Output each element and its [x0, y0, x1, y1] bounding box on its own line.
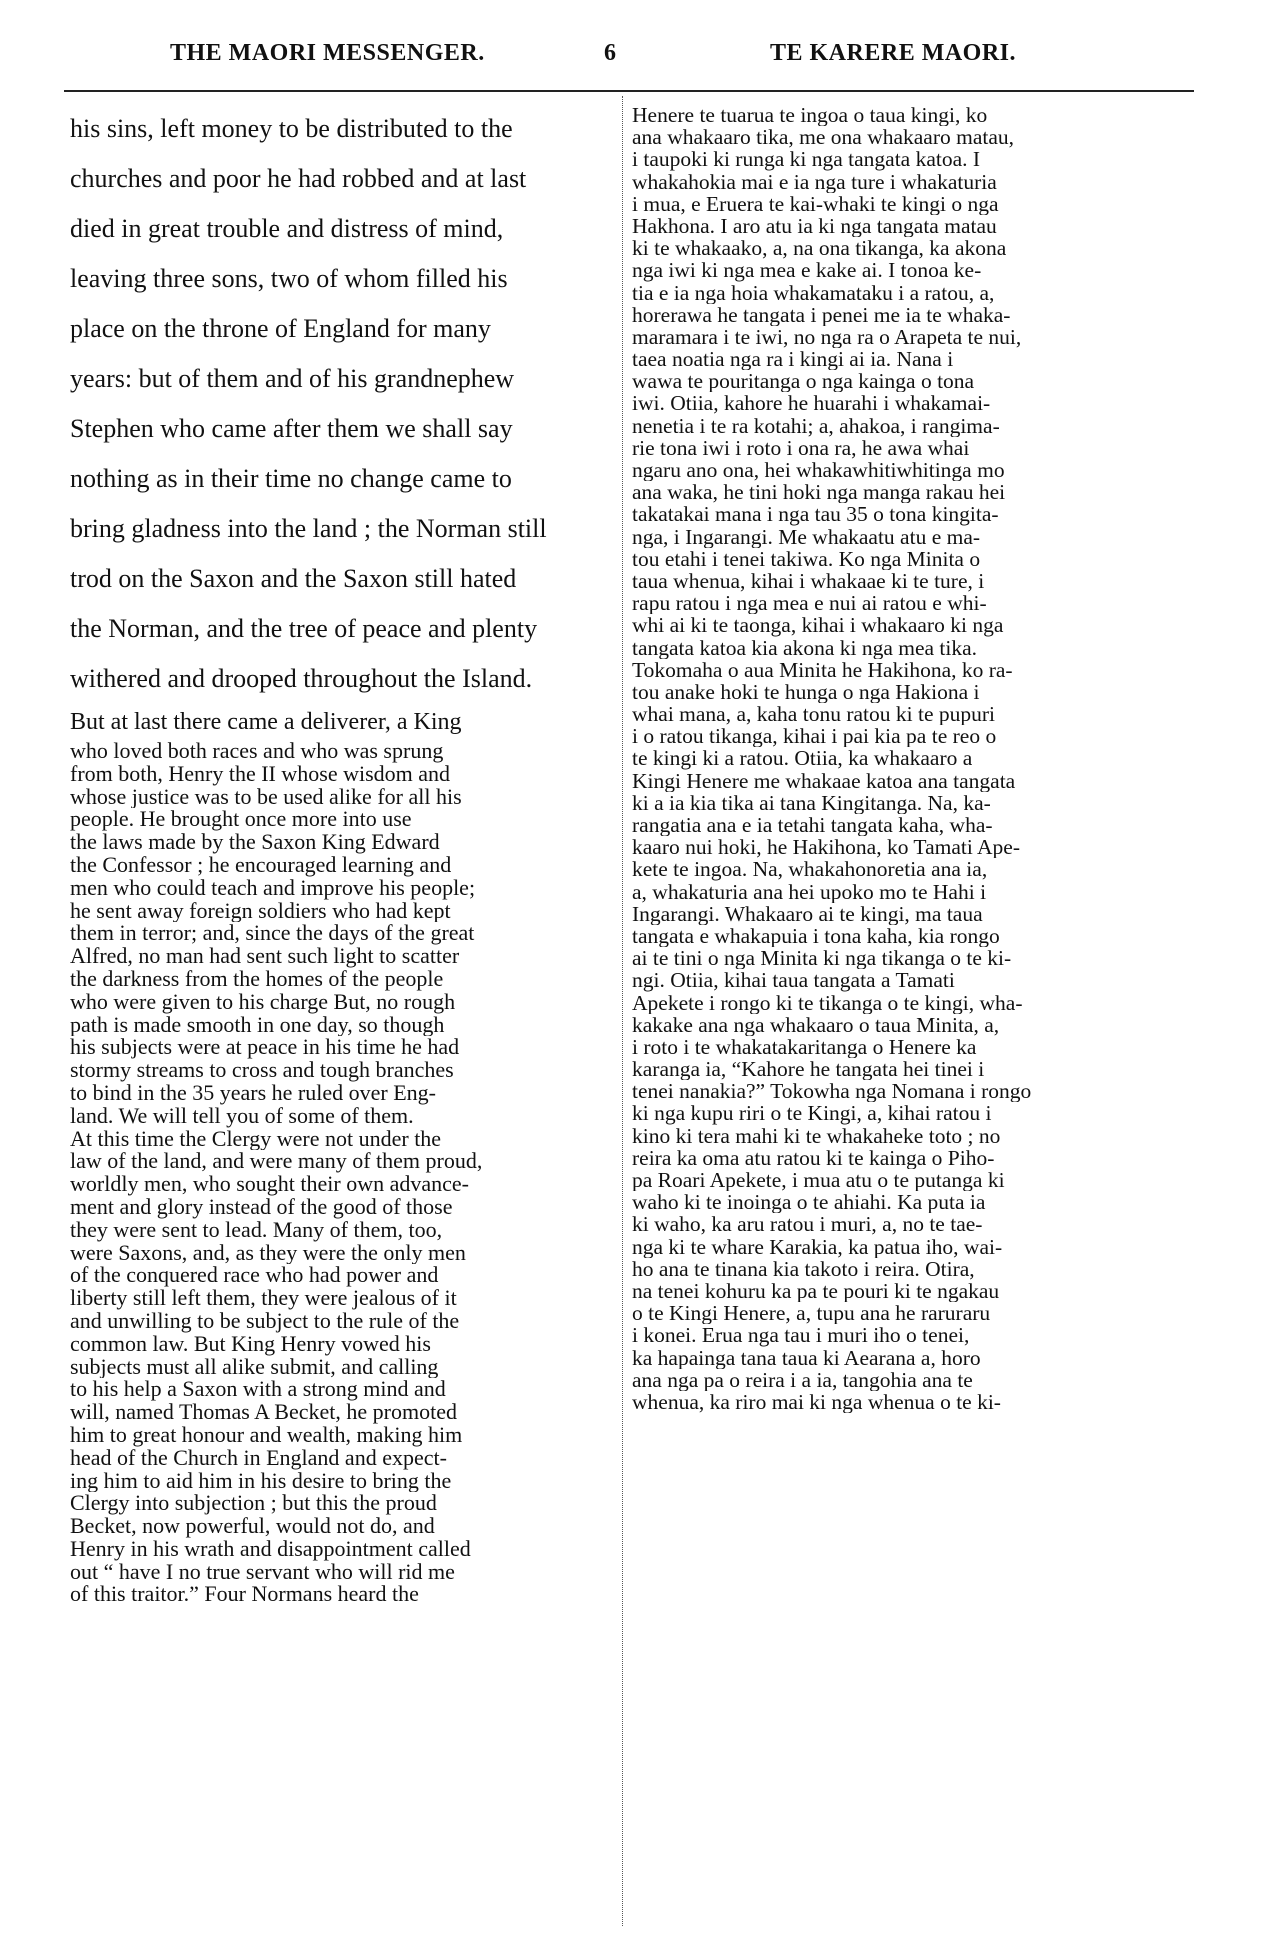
text-line: maramara i te iwi, no nga ra o Arapeta te nui, [632, 325, 1022, 349]
text-line: tangata katoa kia akona ki nga mea tika. [632, 636, 978, 659]
text-line: churches and poor he had robbed and at last [70, 164, 527, 193]
page-number: 6 [604, 40, 617, 66]
text-line: Apekete i rongo ki te tikanga o te kingi, wha- [632, 991, 1023, 1014]
text-line: tia e ia nga hoia whakamataku i a ratou, a, [632, 281, 995, 304]
text-line: subjects must all alike submit, and calling [70, 1355, 439, 1379]
text-line: tou anake hoki te hunga o nga Hakiona i [632, 680, 980, 704]
text-line: wawa te pouritanga o nga kainga o tona [632, 370, 975, 393]
text-line: iwi. Otiia, kahore he huarahi i whakamai- [632, 392, 991, 415]
text-line: ana waka, he tini hoki nga manga rakau hei [632, 481, 1006, 504]
text-line: whenua, ka riro mai ki nga whenua o te ki- [632, 1390, 1001, 1414]
text-line: men who could teach and improve his people; [70, 876, 476, 900]
text-line: trod on the Saxon and the Saxon still hated [70, 564, 517, 593]
english-column [70, 104, 610, 1606]
text-line: Tokomaha o aua Minita he Hakihona, ko ra- [632, 658, 1013, 681]
text-line: common law. But King Henry vowed his [70, 1332, 431, 1356]
text-line: tangata e whakapuia i tona kaha, kia rongo [632, 924, 1000, 948]
text-line: i taupoki ki runga ki nga tangata katoa. I [632, 148, 981, 171]
text-line: kete te ingoa. Na, whakahonoretia ana ia, [632, 858, 988, 881]
text-line: i roto i te whakatakaritanga o Henere ka [632, 1035, 977, 1059]
text-line: worldly men, who sought their own advance- [70, 1173, 469, 1196]
text-line: people. He brought once more into use [70, 808, 412, 832]
text-line: liberty still left them, they were jealous of it [70, 1287, 457, 1310]
text-line: ki waho, ka aru ratou i muri, a, no te tae- [632, 1213, 983, 1236]
text-line: rie tona iwi i roto i ona ra, he awa whai [632, 436, 970, 459]
text-line: head of the Church in England and expect- [70, 1446, 447, 1470]
text-line: ki nga kupu riri o te Kingi, a, kihai ratou i [632, 1102, 992, 1125]
text-line: him to great honour and wealth, making him [70, 1423, 463, 1447]
text-line: from both, Henry the II whose wisdom and [70, 762, 451, 786]
text-line: will, named Thomas A Becket, he promoted [70, 1401, 457, 1424]
text-line: At this time the Clergy were not under the [70, 1127, 442, 1151]
text-line: rangatia ana e ia tetahi tangata kaha, wha- [632, 814, 993, 837]
text-line: horerawa he tangata i penei me ia te whaka- [632, 303, 1011, 326]
text-line: Henry in his wrath and disappointment called [70, 1537, 471, 1561]
text-line: out “ have I no true servant who will rid me [70, 1560, 455, 1584]
text-line: Ingarangi. Whakaaro ai te kingi, ma taua [632, 902, 983, 925]
text-line: of this traitor.” Four Normans heard the [70, 1583, 419, 1607]
text-line: the darkness from the homes of the people [70, 967, 444, 991]
text-line: tou etahi i tenei takiwa. Ko nga Minita o [632, 547, 981, 570]
text-line: ngaru ano ona, hei whakawhitiwhitinga mo [632, 459, 1005, 482]
text-line: But at last there came a deliverer, a King [70, 709, 462, 735]
text-line: place on the throne of England for many [70, 314, 491, 343]
text-line: te kingi ki a ratou. Otiia, ka whakaaro a [632, 747, 973, 770]
text-line: his sins, left money to be distributed to the [70, 114, 513, 143]
text-line: law of the land, and were many of them proud, [70, 1150, 483, 1174]
text-line: i o ratou tikanga, kihai i pai kia pa te reo o [632, 725, 997, 748]
text-line: ai te tini o nga Minita ki nga tikanga o te ki- [632, 947, 1012, 970]
text-line: nothing as in their time no change came to [70, 464, 512, 493]
text-line: Kingi Henere me whakaae katoa ana tangata [632, 769, 1016, 792]
maori-column [632, 104, 1194, 1413]
text-line: Henere te tuarua te ingoa o taua kingi, ko [632, 104, 988, 127]
text-line: to his help a Saxon with a strong mind and [70, 1378, 446, 1402]
text-line: ki te whakaako, a, na ona tikanga, ka akona [632, 237, 1007, 260]
text-line: ana whakaaro tika, me ona whakaaro matau, [632, 126, 1015, 149]
text-line: kino ki tera mahi ki te whakaheke toto ; no [632, 1124, 1001, 1147]
maori-title: TE KARERE MAORI. [770, 40, 1017, 66]
text-line: taua whenua, kihai i whakaae ki te ture, i [632, 569, 985, 593]
text-line: tenei nanakia?” Tokowha nga Nomana i rongo [632, 1080, 1032, 1103]
text-line: whai mana, a, kaha tonu ratou ki te pupuri [632, 703, 996, 726]
text-line: ment and glory instead of the good of those [70, 1195, 453, 1219]
text-line: nga ki te whare Karakia, ka patua iho, wai- [632, 1235, 1003, 1258]
text-line: Becket, now powerful, would not do, and [70, 1515, 435, 1538]
text-line: taea noatia nga ra i kingi ai ia. Nana i [632, 348, 954, 371]
text-line: he sent away foreign soldiers who had kept [70, 899, 451, 923]
text-line: whose justice was to be used alike for all his [70, 785, 462, 809]
text-line: they were sent to lead. Many of them, too, [70, 1218, 443, 1242]
text-line: were Saxons, and, as they were the only men [70, 1241, 466, 1265]
text-line: ki a ia kia tika ai tana Kingitanga. Na, ka- [632, 791, 991, 814]
english-title: THE MAORI MESSENGER. [170, 40, 485, 66]
text-line: ana nga pa o reira i a ia, tangohia ana te [632, 1368, 973, 1391]
text-line: Alfred, no man had sent such light to scatter [70, 945, 460, 968]
text-line: pa Roari Apekete, i mua atu o te putanga ki [632, 1169, 1005, 1192]
text-line: waho ki te inoinga o te ahiahi. Ka puta ia [632, 1191, 986, 1214]
text-line: who loved both races and who was sprung [70, 740, 444, 763]
text-line: died in great trouble and distress of mind, [70, 214, 504, 243]
text-line: his subjects were at peace in his time he had [70, 1036, 460, 1060]
header-rule [64, 90, 1194, 92]
text-line: path is made smooth in one day, so though [70, 1013, 445, 1037]
text-line: ing him to aid him in his desire to bring the [70, 1469, 452, 1493]
text-line: kaaro nui hoki, he Hakihona, ko Tamati Ape- [632, 836, 1020, 859]
text-line: i mua, e Eruera te kai-whaki te kingi o nga [632, 192, 999, 215]
text-line: o te Kingi Henere, a, tupu ana he raruraru [632, 1302, 991, 1325]
text-line: stormy streams to cross and tough branches [70, 1059, 454, 1082]
text-line: ngi. Otiia, kihai taua tangata a Tamati [632, 969, 955, 992]
text-line: whi ai ki te taonga, kihai i whakaaro ki nga [632, 614, 1004, 637]
text-line: a, whakaturia ana hei upoko mo te Hahi i [632, 880, 987, 903]
text-line: kakake ana nga whakaaro o taua Minita, a, [632, 1013, 1000, 1036]
text-line: i konei. Erua nga tau i muri iho o tenei, [632, 1324, 970, 1347]
text-line: years: but of them and of his grandnephew [70, 364, 515, 393]
masthead [170, 40, 1180, 74]
text-line: nga iwi ki nga mea e kake ai. I tonoa ke- [632, 259, 982, 282]
text-line: na tenei kohuru ka pa te pouri ki te ngakau [632, 1279, 1000, 1303]
text-line: the Norman, and the tree of peace and plenty [70, 614, 538, 643]
text-line: Hakhona. I aro atu ia ki nga tangata matau [632, 214, 997, 238]
text-line: land. We will tell you of some of them. [70, 1104, 414, 1128]
text-line: Clergy into subjection ; but this the proud [70, 1492, 437, 1516]
column-divider [622, 96, 623, 1926]
text-line: takatakai mana i nga tau 35 o tona kingita- [632, 503, 999, 526]
text-line: leaving three sons, two of whom filled his [70, 264, 508, 293]
text-line: the laws made by the Saxon King Edward [70, 831, 440, 854]
text-line: them in terror; and, since the days of the great [70, 922, 475, 946]
text-line: the Confessor ; he encouraged learning and [70, 853, 452, 877]
text-line: rapu ratou i nga mea e nui ai ratou e whi- [632, 592, 987, 615]
text-line: karanga ia, “Kahore he tangata hei tinei i [632, 1058, 985, 1081]
text-line: and unwilling to be subject to the rule of the [70, 1309, 460, 1333]
text-line: withered and drooped throughout the Island. [70, 664, 533, 693]
text-line: Stephen who came after them we shall say [70, 414, 513, 443]
text-line: to bind in the 35 years he ruled over Eng- [70, 1081, 436, 1105]
text-line: nenetia i te ra kotahi; a, ahakoa, i rangima- [632, 414, 1000, 437]
text-line: of the conquered race who had power and [70, 1264, 439, 1288]
text-line: reira ka oma atu ratou ki te kainga o Piho- [632, 1146, 995, 1169]
text-line: ho ana te tinana kia takoto i reira. Otira, [632, 1257, 975, 1280]
text-line: nga, i Ingarangi. Me whakaatu atu e ma- [632, 525, 981, 548]
text-line: bring gladness into the land ; the Norman still [70, 514, 547, 543]
text-line: who were given to his charge But, no rough [70, 990, 456, 1014]
text-line: whakahokia mai e ia nga ture i whakaturia [632, 170, 997, 193]
text-line: ka hapainga tana taua ki Aearana a, horo [632, 1346, 981, 1369]
